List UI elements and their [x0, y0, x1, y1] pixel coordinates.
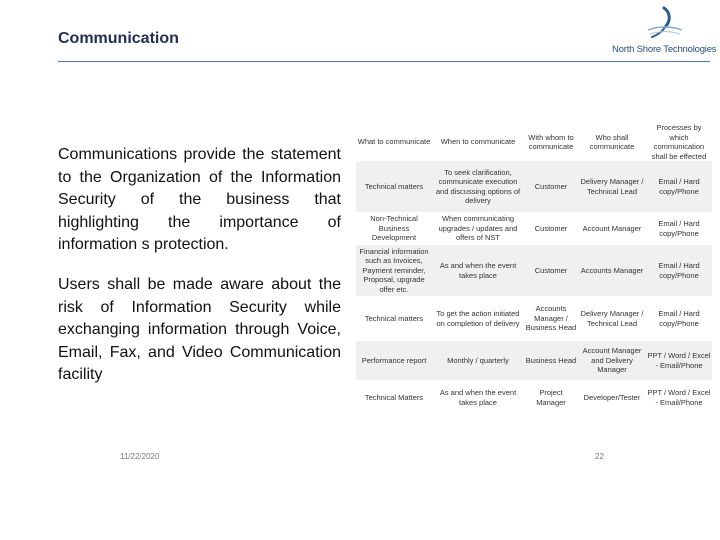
cell-what: Financial information such as Invoices, Payment reminder, Proposal, upgrade offer etc.: [356, 245, 432, 297]
header-with-whom: With whom to communicate: [524, 123, 578, 161]
table-row: [356, 161, 712, 213]
cell-when: To seek clarification, communicate execution and discussing options of delivery: [432, 161, 524, 213]
page-number: 22: [595, 452, 604, 461]
awareness-paragraph: Users shall be made aware about the risk of Information Security while exchanging information through Voice, Email, Fax, and Video Communication facility: [58, 276, 341, 384]
cell-with-whom: Accounts Manager / Business Head: [524, 297, 578, 341]
cell-who: Account Manager and Delivery Manager: [578, 341, 646, 381]
cell-who: Accounts Manager: [578, 245, 646, 297]
cell-process: PPT / Word / Excel - Email/Phone: [646, 381, 712, 415]
cell-when: As and when the event takes place: [432, 381, 524, 415]
page-title: Communication: [58, 30, 179, 47]
header-who: Who shall communicate: [578, 123, 646, 161]
cell-what: Technical matters: [356, 297, 432, 341]
cell-what: Technical Matters: [356, 381, 432, 415]
table-row: [356, 341, 712, 381]
north-shore-logo-icon: [644, 6, 684, 42]
cell-with-whom: Customer: [524, 245, 578, 297]
cell-process: Email / Hard copy/Phone: [646, 213, 712, 245]
header-processes: Processes by which communication shall be effected: [646, 123, 712, 161]
table-row: [356, 213, 712, 245]
cell-when: When communicating upgrades / updates and offers of NST: [432, 213, 524, 245]
cell-when: As and when the event takes place: [432, 245, 524, 297]
intro-paragraph: Communications provide the statement to the Organization of the Information Security of the business that highlighting the importance of information s protection.: [58, 146, 341, 254]
cell-when: Monthly / quarterly: [432, 341, 524, 381]
cell-what: Technical matters: [356, 161, 432, 213]
cell-with-whom: Customer: [524, 161, 578, 213]
cell-with-whom: Business Head: [524, 341, 578, 381]
footer-date: 11/22/2020: [120, 452, 160, 461]
header-when: When to communicate: [432, 123, 524, 161]
cell-what: Non-Technical Business Development: [356, 213, 432, 245]
communication-table: [356, 123, 712, 415]
cell-process: PPT / Word / Excel - Email/Phone: [646, 341, 712, 381]
cell-with-whom: Customer: [524, 213, 578, 245]
table-row: [356, 297, 712, 341]
cell-when: To get the action initiated on completion of delivery: [432, 297, 524, 341]
table-header-row: [356, 123, 712, 161]
cell-who: Account Manager: [578, 213, 646, 245]
cell-with-whom: Project Manager: [524, 381, 578, 415]
company-logo: [612, 6, 716, 58]
cell-who: Developer/Tester: [578, 381, 646, 415]
table-row: [356, 245, 712, 297]
cell-what: Performance report: [356, 341, 432, 381]
cell-who: Delivery Manager / Technical Lead: [578, 297, 646, 341]
table-row: [356, 381, 712, 415]
cell-process: Email / Hard copy/Phone: [646, 245, 712, 297]
header-what: What to communicate: [356, 123, 432, 161]
logo-text: North Shore Technologies: [612, 44, 717, 55]
title-divider: [58, 61, 710, 62]
cell-process: Email / Hard copy/Phone: [646, 161, 712, 213]
cell-who: Delivery Manager / Technical Lead: [578, 161, 646, 213]
cell-process: Email / Hard copy/Phone: [646, 297, 712, 341]
